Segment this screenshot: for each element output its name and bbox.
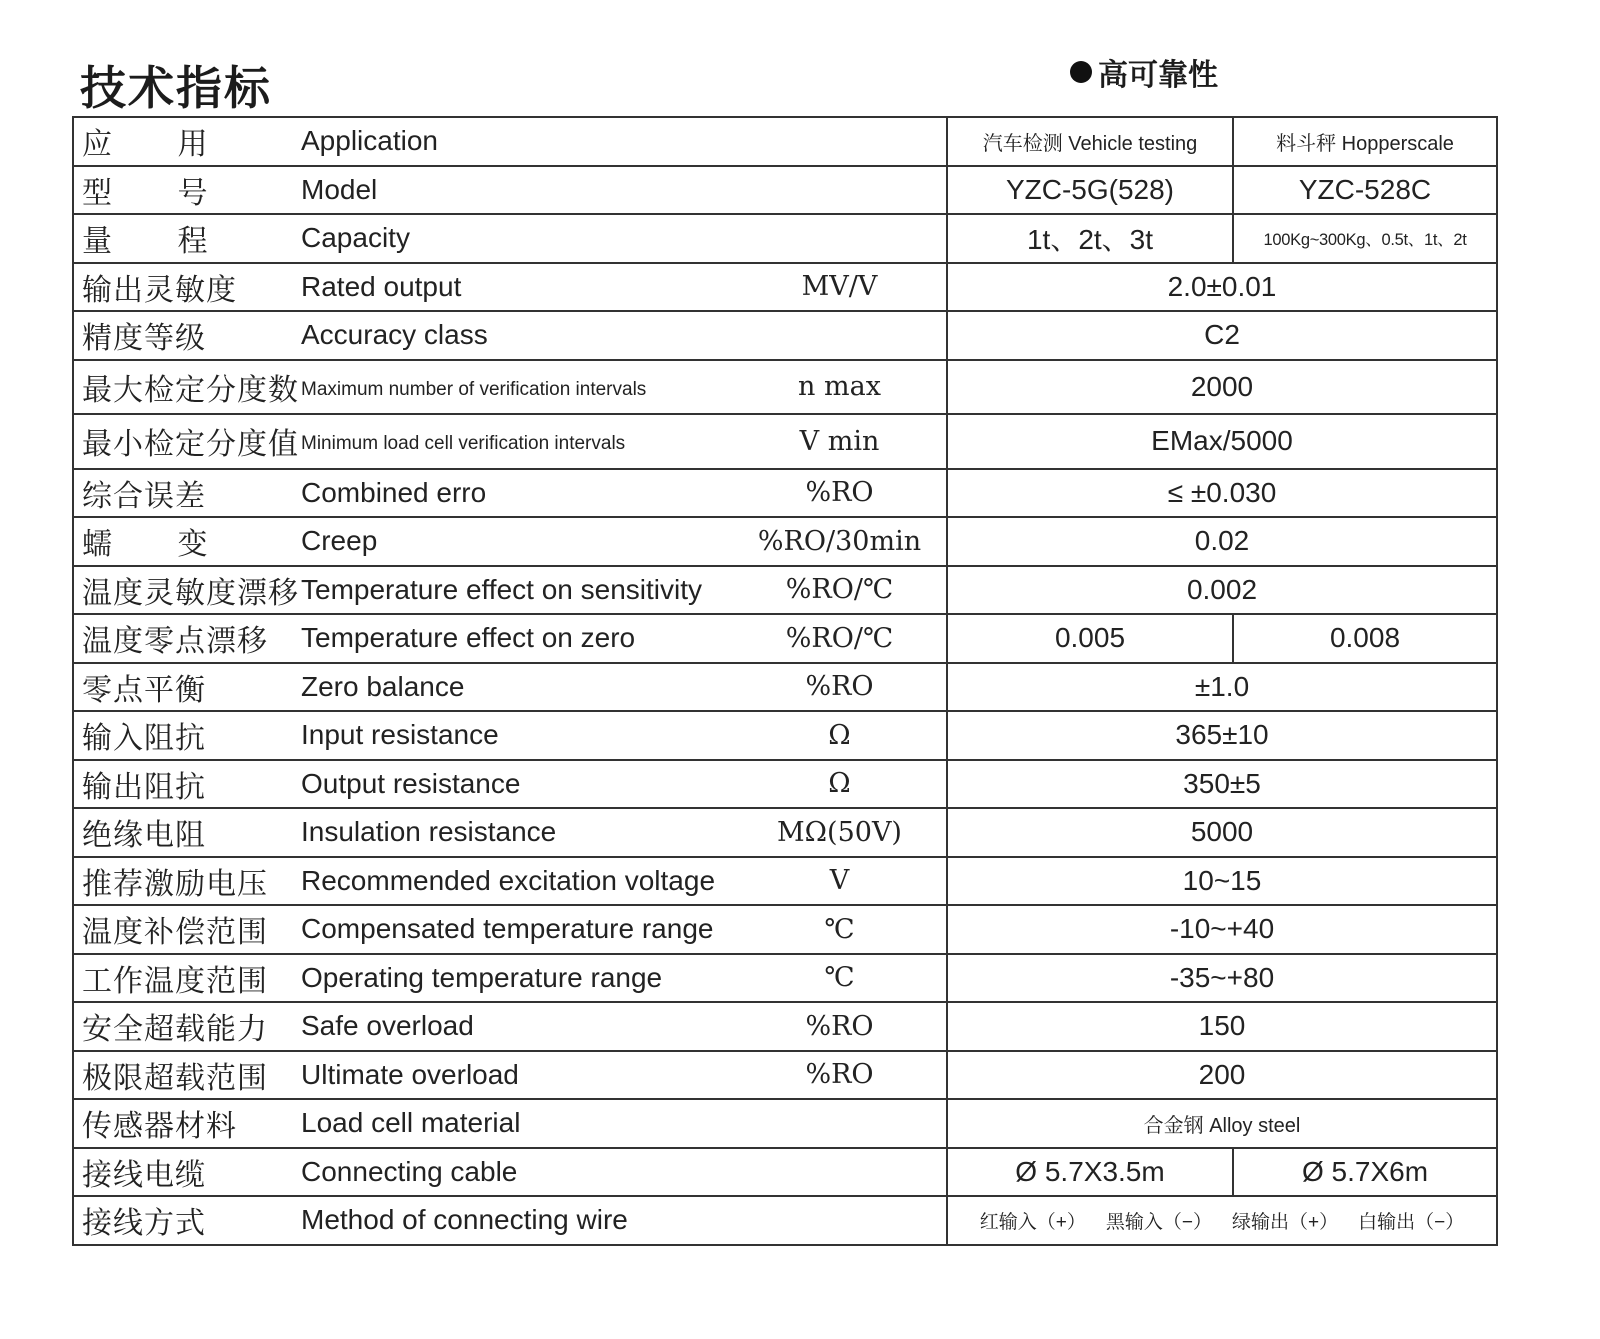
value-cell: 150	[947, 1002, 1497, 1051]
param-unit	[733, 166, 947, 215]
value-cell: YZC-528C	[1233, 166, 1497, 215]
param-cn: 温度补偿范围	[73, 905, 301, 954]
table-row	[73, 711, 1497, 760]
param-cn: 输出灵敏度	[73, 263, 301, 312]
table-row	[73, 905, 1497, 954]
table-row	[73, 414, 1497, 469]
param-en: Capacity	[301, 214, 733, 263]
value-cell: ≤ ±0.030	[947, 469, 1497, 518]
param-cn: 温度灵敏度漂移	[73, 566, 301, 615]
value-cell: -35~+80	[947, 954, 1497, 1003]
param-en: Temperature effect on sensitivity	[301, 566, 733, 615]
param-unit: ℃	[733, 954, 947, 1003]
value-cell: 1t、2t、3t	[947, 214, 1233, 263]
param-en: Input resistance	[301, 711, 733, 760]
param-cn: 最小检定分度值	[73, 414, 301, 469]
value-cell: 0.008	[1233, 614, 1497, 663]
param-unit: %RO	[733, 469, 947, 518]
table-row	[73, 954, 1497, 1003]
param-unit	[733, 1148, 947, 1197]
table-row	[73, 566, 1497, 615]
table-row	[73, 166, 1497, 215]
value-cell: 合金钢 Alloy steel	[947, 1099, 1497, 1148]
param-en: Combined erro	[301, 469, 733, 518]
param-unit: V	[733, 857, 947, 906]
table-row	[73, 311, 1497, 360]
table-row	[73, 517, 1497, 566]
value-cell: 200	[947, 1051, 1497, 1100]
table-row	[73, 1099, 1497, 1148]
param-cn: 量 程	[73, 214, 301, 263]
param-cn: 极限超载范围	[73, 1051, 301, 1100]
param-cn: 应 用	[73, 117, 301, 166]
param-cn: 绝缘电阻	[73, 808, 301, 857]
param-en: Load cell material	[301, 1099, 733, 1148]
param-unit	[733, 1196, 947, 1245]
value-cell: 350±5	[947, 760, 1497, 809]
param-en: Connecting cable	[301, 1148, 733, 1197]
param-unit: n max	[733, 360, 947, 415]
value-cell: 2000	[947, 360, 1497, 415]
param-unit: %RO/℃	[733, 566, 947, 615]
param-unit: MV/V	[733, 263, 947, 312]
param-en: Ultimate overload	[301, 1051, 733, 1100]
table-row	[73, 469, 1497, 518]
table-row	[73, 1051, 1497, 1100]
param-cn: 最大检定分度数	[73, 360, 301, 415]
param-en: Creep	[301, 517, 733, 566]
value-cell: 0.005	[947, 614, 1233, 663]
table-row	[73, 760, 1497, 809]
param-en: Temperature effect on zero	[301, 614, 733, 663]
table-row	[73, 1002, 1497, 1051]
value-cell: 100Kg~300Kg、0.5t、1t、2t	[1233, 214, 1497, 263]
wire-red: 红输入（+）	[979, 1211, 1086, 1233]
table-row	[73, 857, 1497, 906]
table-row	[73, 214, 1497, 263]
param-cn: 安全超载能力	[73, 1002, 301, 1051]
table-row	[73, 1196, 1497, 1245]
table-row	[73, 663, 1497, 712]
table-row	[73, 1148, 1497, 1197]
feature-text: 高可靠性	[1098, 58, 1218, 93]
value-cell: 0.002	[947, 566, 1497, 615]
param-unit: MΩ(50V)	[733, 808, 947, 857]
table-row	[73, 117, 1497, 166]
param-en: Compensated temperature range	[301, 905, 733, 954]
param-unit: %RO	[733, 1002, 947, 1051]
param-en: Zero balance	[301, 663, 733, 712]
page-title: 技术指标	[80, 61, 272, 115]
value-cell: 365±10	[947, 711, 1497, 760]
param-en: Safe overload	[301, 1002, 733, 1051]
param-unit	[733, 214, 947, 263]
param-unit: ℃	[733, 905, 947, 954]
param-cn: 蠕 变	[73, 517, 301, 566]
param-unit: %RO	[733, 1051, 947, 1100]
param-en: Minimum load cell verification intervals	[301, 414, 733, 469]
table-row	[73, 263, 1497, 312]
param-cn: 输出阻抗	[73, 760, 301, 809]
param-cn: 精度等级	[73, 311, 301, 360]
value-cell: 2.0±0.01	[947, 263, 1497, 312]
param-unit: %RO/℃	[733, 614, 947, 663]
param-unit	[733, 1099, 947, 1148]
param-en: Model	[301, 166, 733, 215]
param-unit	[733, 117, 947, 166]
param-unit: V min	[733, 414, 947, 469]
value-cell: 5000	[947, 808, 1497, 857]
param-cn: 传感器材料	[73, 1099, 301, 1148]
param-cn: 推荐激励电压	[73, 857, 301, 906]
table-row	[73, 360, 1497, 415]
wire-white: 白输出（−）	[1358, 1211, 1465, 1233]
param-unit: Ω	[733, 760, 947, 809]
value-cell: ±1.0	[947, 663, 1497, 712]
param-cn: 综合误差	[73, 469, 301, 518]
param-en: Output resistance	[301, 760, 733, 809]
param-en: Maximum number of verification intervals	[301, 360, 733, 415]
param-cn: 接线方式	[73, 1196, 301, 1245]
param-en: Application	[301, 117, 733, 166]
value-cell: EMax/5000	[947, 414, 1497, 469]
param-cn: 温度零点漂移	[73, 614, 301, 663]
value-cell: Ø 5.7X6m	[1233, 1148, 1497, 1197]
param-unit: %RO	[733, 663, 947, 712]
value-cell: -10~+40	[947, 905, 1497, 954]
param-cn: 零点平衡	[73, 663, 301, 712]
param-en: Method of connecting wire	[301, 1196, 733, 1245]
param-cn: 工作温度范围	[73, 954, 301, 1003]
value-cell: 料斗秤 Hopperscale	[1233, 117, 1497, 166]
value-cell: 0.02	[947, 517, 1497, 566]
wire-green: 绿输出（+）	[1232, 1211, 1339, 1233]
spec-table	[72, 116, 1498, 1246]
param-unit: %RO/30min	[733, 517, 947, 566]
table-row	[73, 614, 1497, 663]
bullet-icon	[1070, 61, 1092, 83]
param-en: Operating temperature range	[301, 954, 733, 1003]
param-en: Rated output	[301, 263, 733, 312]
param-en: Insulation resistance	[301, 808, 733, 857]
table-row	[73, 808, 1497, 857]
param-cn: 型 号	[73, 166, 301, 215]
wire-black: 黑输入（−）	[1105, 1211, 1212, 1233]
feature-label	[1070, 50, 1218, 94]
param-cn: 输入阻抗	[73, 711, 301, 760]
param-en: Recommended excitation voltage	[301, 857, 733, 906]
param-unit	[733, 311, 947, 360]
param-cn: 接线电缆	[73, 1148, 301, 1197]
value-cell: 10~15	[947, 857, 1497, 906]
value-cell: C2	[947, 311, 1497, 360]
wiring-cell	[947, 1196, 1497, 1245]
param-unit: Ω	[733, 711, 947, 760]
value-cell: YZC-5G(528)	[947, 166, 1233, 215]
param-en: Accuracy class	[301, 311, 733, 360]
value-cell: 汽车检测 Vehicle testing	[947, 117, 1233, 166]
value-cell: Ø 5.7X3.5m	[947, 1148, 1233, 1197]
